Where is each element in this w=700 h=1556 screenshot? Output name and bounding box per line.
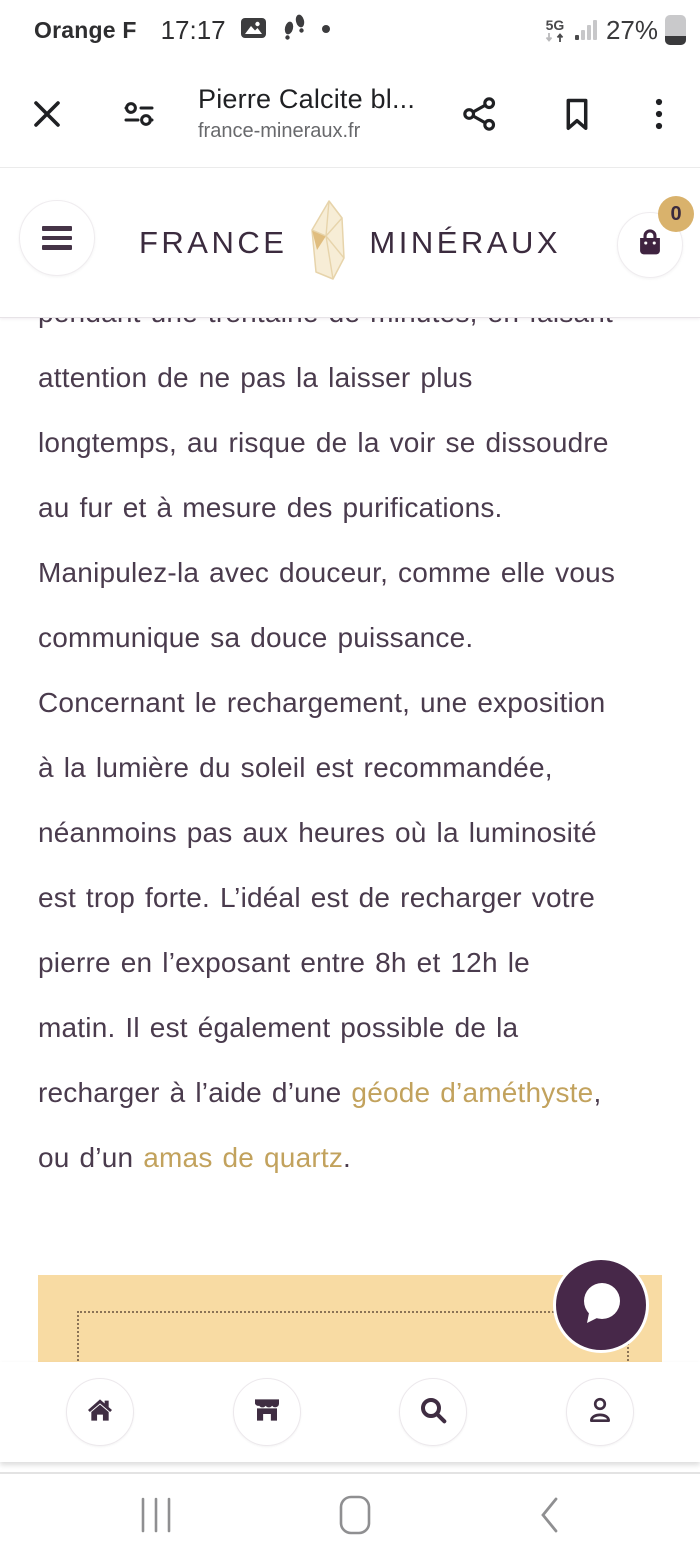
close-icon[interactable]: [30, 97, 64, 131]
gallery-notification-icon: [240, 16, 267, 45]
article-line: Manipulez-la avec douceur, comme elle vous: [38, 557, 616, 588]
article-line: recharger à l’aide d’une géode d’améthyste,: [38, 1077, 602, 1108]
battery-percent-label: 27%: [605, 14, 658, 45]
page-url: france-mineraux.fr: [198, 120, 361, 142]
carrier-label: Orange F: [34, 16, 137, 43]
article-line: néanmoins pas aux heures où la luminosité: [38, 817, 597, 848]
site-logo[interactable]: [0, 168, 700, 317]
network-type-icon: 5G: [544, 18, 566, 43]
steps-notification-icon: [281, 14, 307, 47]
article-line: pierre en l’exposant entre 8h et 12h le: [38, 947, 530, 978]
page-title: Pierre Calcite bl...: [198, 84, 416, 114]
more-notifications-dot: [321, 21, 331, 39]
link-geode-amethyste[interactable]: géode d’améthyste: [351, 1077, 594, 1108]
article-line: longtemps, au risque de la voir se dissoudre: [38, 427, 609, 458]
clock: 17:17: [160, 14, 226, 45]
status-bar: [0, 0, 700, 60]
article-line: est trop forte. L’idéal est de recharger votre: [38, 882, 596, 913]
article-text: [0, 280, 700, 1190]
chat-bubble-icon: [575, 1277, 627, 1334]
page-title-block[interactable]: [198, 84, 460, 143]
browser-header: [0, 60, 700, 168]
article-line: à la lumière du soleil est recommandée,: [38, 752, 553, 783]
cart-count-badge: 0: [658, 196, 694, 232]
crystal-logo-icon: [302, 198, 354, 287]
nav-store-button[interactable]: [233, 1378, 301, 1446]
site-bottom-nav: [0, 1362, 700, 1462]
search-icon: [417, 1394, 449, 1431]
cart-button[interactable]: [617, 202, 683, 278]
article-line: attention de ne pas la laisser plus: [38, 362, 473, 393]
home-icon: [84, 1394, 116, 1431]
overflow-menu-icon[interactable]: [644, 95, 674, 133]
battery-icon: [665, 15, 686, 45]
back-icon[interactable]: [536, 1493, 564, 1537]
hamburger-menu-icon[interactable]: [19, 200, 95, 276]
article-line: au fur et à mesure des purifications.: [38, 492, 503, 523]
nav-home-button[interactable]: [66, 1378, 134, 1446]
article-line: communique sa douce puissance.: [38, 622, 474, 653]
recent-apps-icon[interactable]: [138, 1495, 174, 1535]
shopping-bag-icon: [633, 226, 667, 265]
link-amas-de-quartz[interactable]: amas de quartz: [143, 1142, 344, 1173]
nav-search-button[interactable]: [399, 1378, 467, 1446]
brand-word-right: MINÉRAUX: [369, 224, 562, 260]
article-line: matin. Il est également possible de la: [38, 1012, 519, 1043]
account-icon: [584, 1394, 616, 1431]
site-header: [0, 168, 700, 318]
chat-button[interactable]: [553, 1257, 649, 1353]
android-nav-bar: [0, 1472, 700, 1556]
nav-account-button[interactable]: [566, 1378, 634, 1446]
share-icon[interactable]: [460, 94, 500, 134]
home-button-icon[interactable]: [338, 1494, 372, 1536]
article-line: ou d’un amas de quartz.: [38, 1142, 352, 1173]
tune-icon[interactable]: [122, 97, 156, 131]
signal-strength-icon: [575, 20, 597, 40]
brand-word-left: FRANCE: [138, 224, 288, 260]
article-line: Concernant le rechargement, une exposition: [38, 687, 606, 718]
store-icon: [251, 1394, 283, 1431]
bookmark-icon[interactable]: [558, 95, 596, 133]
